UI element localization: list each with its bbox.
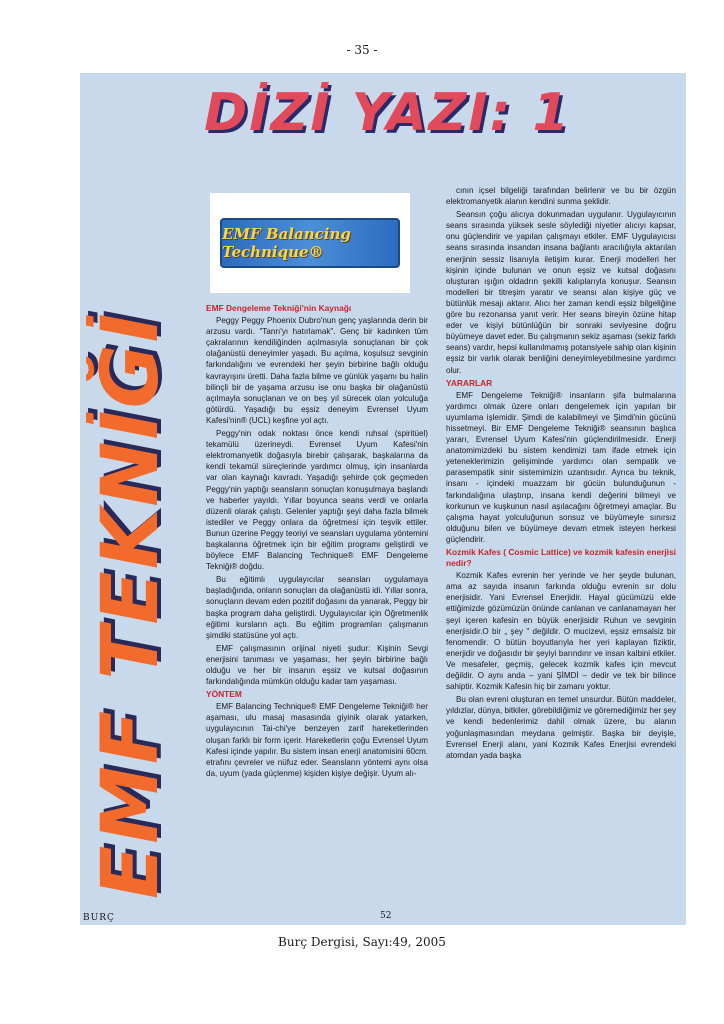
paragraph: Bu olan evreni oluşturan en temel unsurdur. Bütün maddeler, yıldızlar, dünya, bitkiler, görebildiğimiz ve göremediğimiz her şey ve kendi bedenlerimiz dahil olmak üzere, bu alanın yoğunlaşmasından meydana gelmiştir. Başka bir deyişle, Evrensel Enerji alanı, yani Kozmik Kafes Enerjisi evrendeki atomdan yada başka bbox=[446, 695, 676, 760]
source-caption: Burç Dergisi, Sayı:49, 2005 bbox=[278, 935, 446, 949]
section-heading: YARARLAR bbox=[446, 377, 493, 388]
paragraph: cının içsel bilgeliği tarafından belirlenir ve bu bir özgün elektromanyetik alanın kendini sunma şeklidir. bbox=[446, 186, 676, 207]
paragraph: Kozmik Kafes evrenin her yerinde ve her şeyde bulunan, ama az sayıda insanın farkında olduğu evrenin sır dolu enerjisidir. Yani Evrensel Enerjidir. Hayal gücümüzü elde ettiğimizde gözümüzün önünde canlanan ve canlanamayan her şeyi içeren kafesin en büyük enerjisidir Ruhun ve sevginin enerjisidir.O bir „ şey " değildir. O mucizevi, eşsiz emsalsiz bir fenomendir. O bütün boyutlarıyla her yeri kaplayan fiziktir, enerjidir ve doğasıdır bir şeyiyi barındırır ve insan kalbini etkiler. Ve mesafeler, geçmiş, gelecek kozmik kafes için mevcut değildir. O aynı anda – yani ŞİMDİ – dedir ve tek bir bilince sahiptir. Kozmik Kafesin hiç bir zamanı yoktur. bbox=[446, 571, 676, 692]
left-text-column bbox=[206, 301, 428, 921]
series-headline: DİZİ YAZI: 1 bbox=[204, 83, 571, 143]
paragraph: EMF Dengeleme Tekniği® insanların şifa bulmalarına yardımcı olmak üzere onları dengelemek için yapılan bir uyumlama işlemidir. Şimdi de kalabilmeyi ve Şimdi'nin gücünü hissetmeyi. Bir EMF Dengeleme Tekniği® seansının başlıca yararı, Evrensel Uyum Kafesi'nin güçlendirilmesidir. Enerji anatomimizdeki bu sistem kendimizi tam ifade etmek için yeteneklerimizin gelişiminde yardımcı olan sempatik ve parasempatik sinir sistemimizin uzantısıdır. Ayrıca bu teknik, insanı - içindeki muazzam bir gücün bulunduğunun - farkındalığına ulaştırıp, insana kendi değerini bilmeyi ve korkunun ve kuşkunun nasıl aşılacağını öğretmeyi amaçlar. Bu çalışma hayat yolculuğunun sonsuz ve büyümeyle sınırsız olduğunu bilen ve büyümeye devam etmek isteyen herkesi güçlendirir. bbox=[446, 390, 676, 544]
emf-logo bbox=[220, 218, 400, 268]
emf-logo-box bbox=[210, 193, 410, 293]
paragraph: EMF Balancing Technique® EMF Dengeleme Tekniği® her aşaması, ulu masaj masasında giyinik olarak yatarken, uygulayıcının Tai-chi'ye benzeyen zarif hareketlerinden oluşan farklı bir form içerir. Hareketlerin çoğu Evrensel Uyum Kafesi içinde yapılır. Bu sistem insan enerji anatomisini 60cm. etrafını çevreler ve nüfuz eder. Seansların yöntemi aynı olsa da, uyum (yada güçlenme) kişiden kişiye değişir. Uyum alı- bbox=[206, 702, 428, 778]
section-heading: Kozmik Kafes ( Cosmic Lattice) ve kozmik kafesin enerjisi nedir? bbox=[446, 547, 676, 569]
section-heading: YÖNTEM bbox=[206, 689, 242, 700]
magazine-folio: 52 bbox=[380, 911, 392, 921]
paragraph: Peggy'nin odak noktası önce kendi ruhsal (spiritüel) tekamülü üzerineydi. Evrensel Uyum Kafesi'nin elektromanyetik doğasıyla birebir çalışarak, başkalarına da kendi tekamül süreçlerinde yardımcı olmuş, için insanlarda var olan kaynağı kavradı. Yaşadığı şehirde çok geçmeden Peggy'nin yaptığı seansların sonuçları konuşulmaya başlandı ve haberler yayıldı. Yıllar boyunca seans verdi ve onlarla düzenli olarak çalıştı. Gelenler yaptığı şeyi daha fazla bilmek istediler ve Peggy onlara da öğretmesi için teşvik ettiler. Bunun üzerine Peggy teoriyi ve seansları uygulama yöntemini başkalarına öğretmek için bir eğitim programı geliştirdi ve böylece EMF Balancing Technique® EMF Dengeleme Tekniği® doğdu. bbox=[206, 429, 428, 572]
vertical-article-title: EMF TEKNİĞİ bbox=[86, 311, 176, 899]
emf-logo-text: EMF Balancing Technique® bbox=[222, 225, 351, 261]
magazine-corner-word: BURÇ bbox=[83, 913, 115, 923]
paragraph: EMF çalışmasının orijinal niyeti şudur: Kişinin Sevgi enerjisini tanıması ve yaşaması, her şeyin birbirine bağlı olduğu ve her bir insanın eşsiz ve kutsal doğasının farkındalığında mümkün olduğu kadar tam yaşaması. bbox=[206, 643, 428, 687]
magazine-page-scan bbox=[80, 73, 686, 925]
paragraph: Peggy Peggy Phoenix Dubro'nun genç yaşlarında derin bir arzusu vardı. "Tanrı'yı hatırlamak". Genç bir kadınken tüm çakralarının kendiliğinden açılmasıyla sonuçlanan bir çok olağanüstü deneyimler yaşadı. Bu açılma, koşulsuz sevginin farkındalığını ve evrendeki her şeyin birbirine bağlı olduğu kavrayışını üretti. Daha fazla bilme ve günlük yaşamı bu halin bilinçli bir de yaşama arzusu ise onu başka bir olağanüstü açılmayla sonuçlanan ve on beş yıl sürecek olan yolculuğa götürdü. Yaşadığı bu eşsiz deneyim Evrensel Uyum Kafesi'nin® (UCL) keşfine yol açtı. bbox=[206, 316, 428, 425]
page-number: - 35 - bbox=[346, 43, 378, 57]
paragraph: Seansın çoğu alıcıya dokunmadan uygulanır. Uygulayıcının seans sırasında yüksek sesle söylediği niyetler alıcıyı kapsar, onu güçlendirir ve yapılan çalışmayı etkiler. EMF Uygulayıcısı seans sırasında insandan insana bağlantı aracılığıyla aktarılan enerjinin sessiz lisanıyla iletişim kurar. Enerji modelleri her kişinin içinde bulunan ve onun eşsiz ve kutsal doğasını oluşturan ışığın oldadrın şekilli kalıplarıyla konuşur. Seansın modelleri bir titreşim yaratır ve seansı alan kişiye güç ve bütünlük mesajı aktarır. Alıcı her zaman kendi eşsiz bilgeliğine göre bu rezonansa yanıt verir. Her seans bireyin özüne hitap eder ve kişiyi bütünlüğün bir sonraki seviyesine doğru büyümeye davet eder. Bu çalışmanın sekiz aşaması (sekiz farklı seans) vardır, hepsi kullanılmamış potansiyele sahip olan kişinin eşsiz bir varlık olarak benliğini deneyimleyebilmesine yardımcı olur. bbox=[446, 210, 676, 375]
paragraph: Bu eğitimlı uygulayıcılar seansları uygulamaya başladığında, onların sonuçları da olağanüstü idi. Yıllar sonra, sonuçların devam eden pozitif doğasını da yanarak, Peggy bir başka program daha geliştirdi. Uygulayıcılar için Öğretmenlik eğitimi kursların açtı. Bu eğitim programları çalışmanın şimdiki statüsüne yol açtı. bbox=[206, 575, 428, 640]
section-heading: EMF Dengeleme Tekniği'nin Kaynağı bbox=[206, 303, 352, 313]
right-text-column bbox=[446, 185, 676, 925]
